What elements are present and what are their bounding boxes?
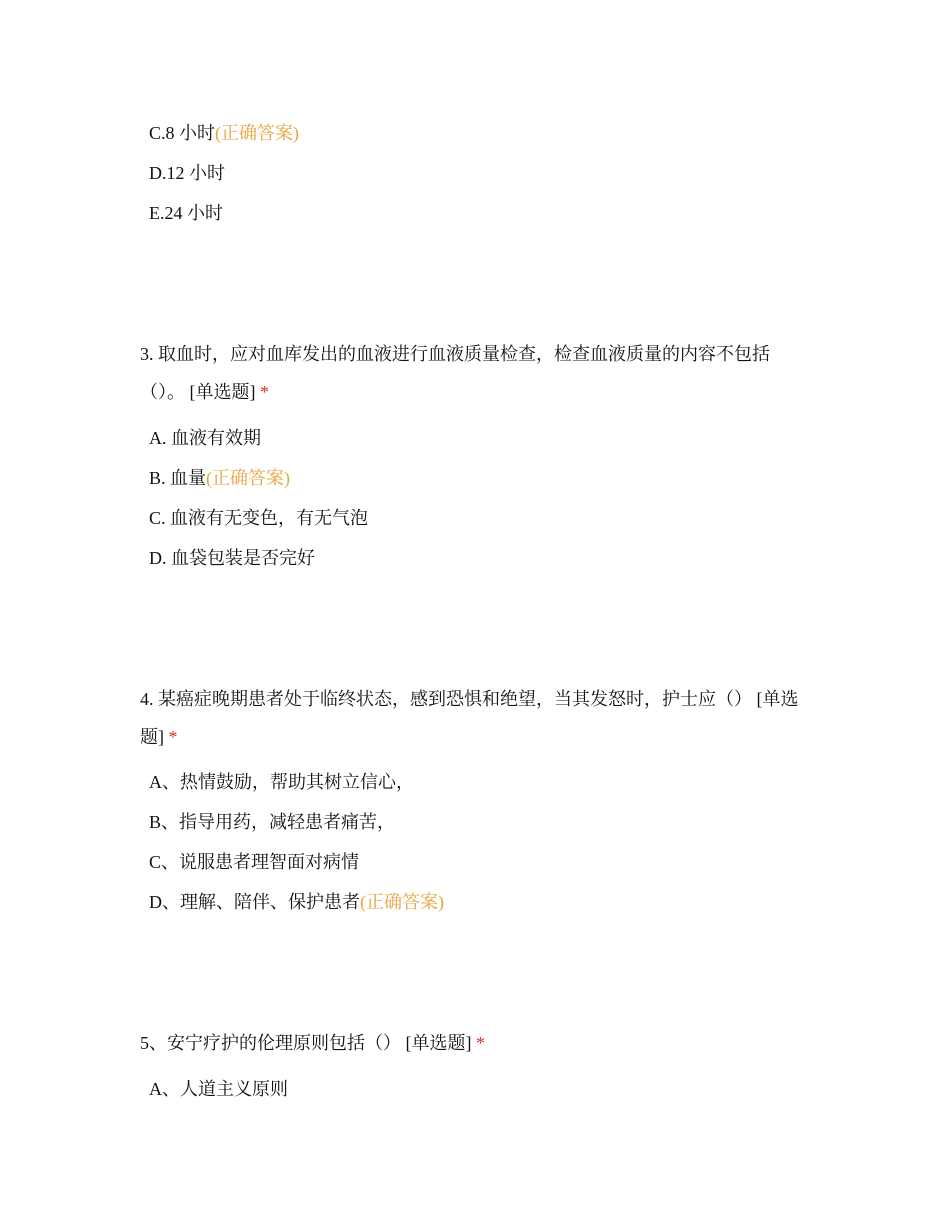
correct-answer-tag: (正确答案) <box>215 123 300 143</box>
q3-option-c <box>149 506 368 530</box>
option-text: A. 血液有效期 <box>149 428 261 448</box>
required-mark: * <box>260 382 269 402</box>
option-text: D.12 小时 <box>149 163 225 183</box>
q2-option-d <box>149 161 225 185</box>
q5-stem <box>140 1024 810 1062</box>
option-text: C. 血液有无变色，有无气泡 <box>149 508 369 528</box>
option-text: A、人道主义原则 <box>149 1079 288 1099</box>
option-text: B. 血量 <box>149 468 207 488</box>
q4-option-d <box>149 890 444 914</box>
q2-option-e <box>149 201 223 225</box>
option-text: C.8 小时 <box>149 123 216 143</box>
q4-option-c <box>149 850 359 874</box>
question-text: 3. 取血时，应对血库发出的血液进行血液质量检查，检查血液质量的内容不包括（）。 [单选题] <box>140 344 770 402</box>
q2-option-c <box>149 121 299 145</box>
required-mark: * <box>168 727 178 747</box>
option-text: C、说服患者理智面对病情 <box>149 852 360 872</box>
question-text: 5、安宁疗护的伦理原则包括（） [单选题] <box>140 1033 472 1053</box>
q3-option-a <box>149 426 261 450</box>
question-text: 4. 某癌症晚期患者处于临终状态，感到恐惧和绝望，当其发怒时，护士应（） [单选题] <box>140 689 799 747</box>
q3-stem <box>140 335 810 411</box>
correct-answer-tag: (正确答案) <box>360 892 444 912</box>
q3-option-d <box>149 546 315 570</box>
option-text: D、理解、陪伴、保护患者 <box>149 892 360 912</box>
q5-option-a <box>149 1077 288 1101</box>
option-text: A、热情鼓励，帮助其树立信心， <box>149 772 414 792</box>
option-text: D. 血袋包装是否完好 <box>149 548 315 568</box>
correct-answer-tag: (正确答案) <box>206 468 291 488</box>
q4-option-a <box>149 770 414 794</box>
q3-option-b <box>149 466 290 490</box>
q4-stem <box>140 680 810 756</box>
option-text: E.24 小时 <box>149 203 223 223</box>
option-text: B、指导用药，减轻患者痛苦， <box>149 812 396 832</box>
q4-option-b <box>149 810 395 834</box>
required-mark: * <box>476 1033 485 1053</box>
